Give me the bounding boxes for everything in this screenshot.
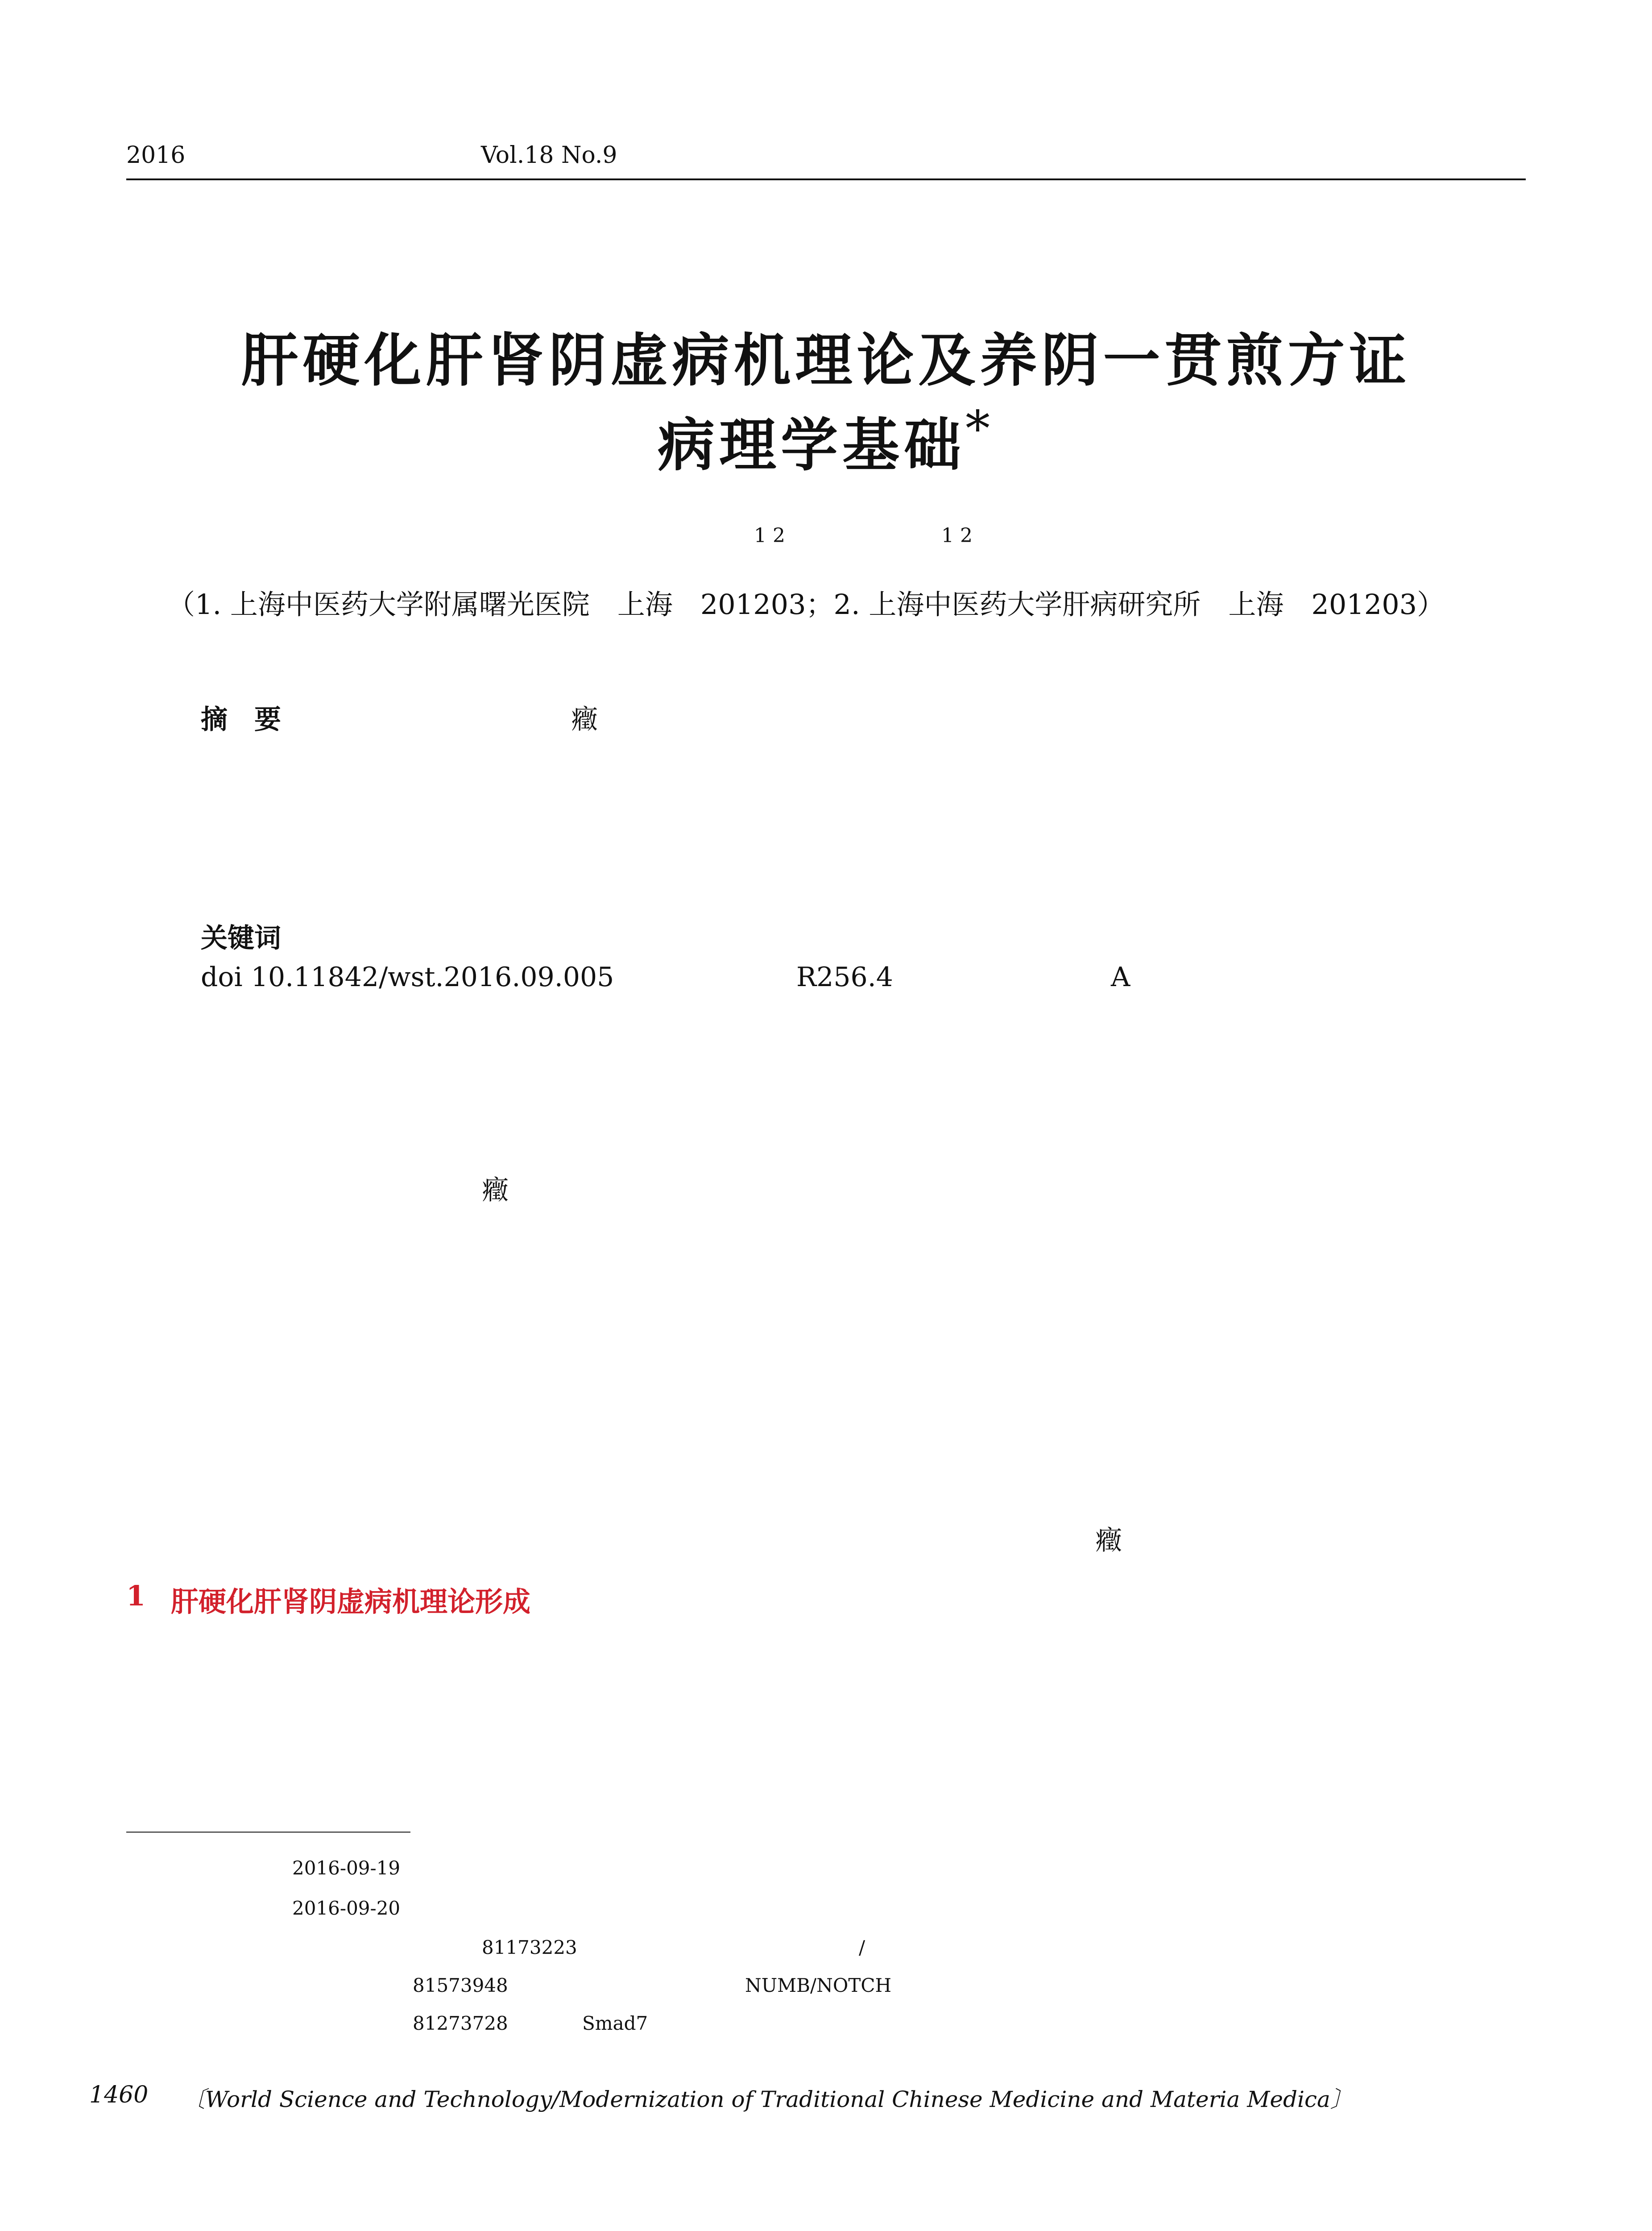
paper-title-line2-text: 病理学基础 [657,412,965,479]
affiliation: （1. 上海中医药大学附属曙光医院 上海 201203；2. 上海中医药大学肝病研究所 上海 201203） [167,588,1445,621]
section-1-number: 1 [126,1580,146,1612]
title-footnote-star: * [965,400,994,457]
author-superscript-2: 1 2 [941,524,973,547]
doi: doi 10.11842/wst.2016.09.005 [201,962,614,993]
footer-journal-name: 〔World Science and Technology/Modernization of Traditional Chinese Medicine and Materia Medica〕 [183,2086,1353,2112]
footnote-revised-date: 2016-09-20 [292,1897,401,1919]
body-fragment-1: 癥 [482,1175,509,1206]
keywords-label: 关键词 [201,923,281,954]
footnote-grant-2-topic: NUMB/NOTCH [745,1974,892,1996]
clc-number: R256.4 [796,962,893,993]
body-fragment-2: 癥 [1095,1525,1122,1556]
abstract-label: 摘 要 [201,704,281,735]
header-volume-issue: Vol.18 No.9 [481,142,617,169]
footnote-rule [126,1832,410,1833]
abstract-fragment: 癥 [571,704,598,735]
footer-page-number: 1460 [89,2082,149,2108]
header-rule [126,178,1526,180]
footnote-grant-3: 81273728 [413,2012,508,2034]
author-superscript-1: 1 2 [754,524,785,547]
footnote-grant-2: 81573948 [413,1974,508,1996]
paper-title-line1: 肝硬化肝肾阴虚病机理论及养阴一贯煎方证 [241,327,1411,394]
footnote-received-date: 2016-09-19 [292,1857,401,1879]
document-code: A [1111,962,1130,993]
footnote-slash: / [859,1937,865,1958]
footnote-grant-3-topic: Smad7 [582,2012,648,2034]
paper-title-line2 [0,399,1652,481]
header-year: 2016 [126,142,186,169]
section-1-title: 肝硬化肝肾阴虚病机理论形成 [171,1585,531,1618]
footnote-grant-1: 81173223 [482,1937,577,1958]
